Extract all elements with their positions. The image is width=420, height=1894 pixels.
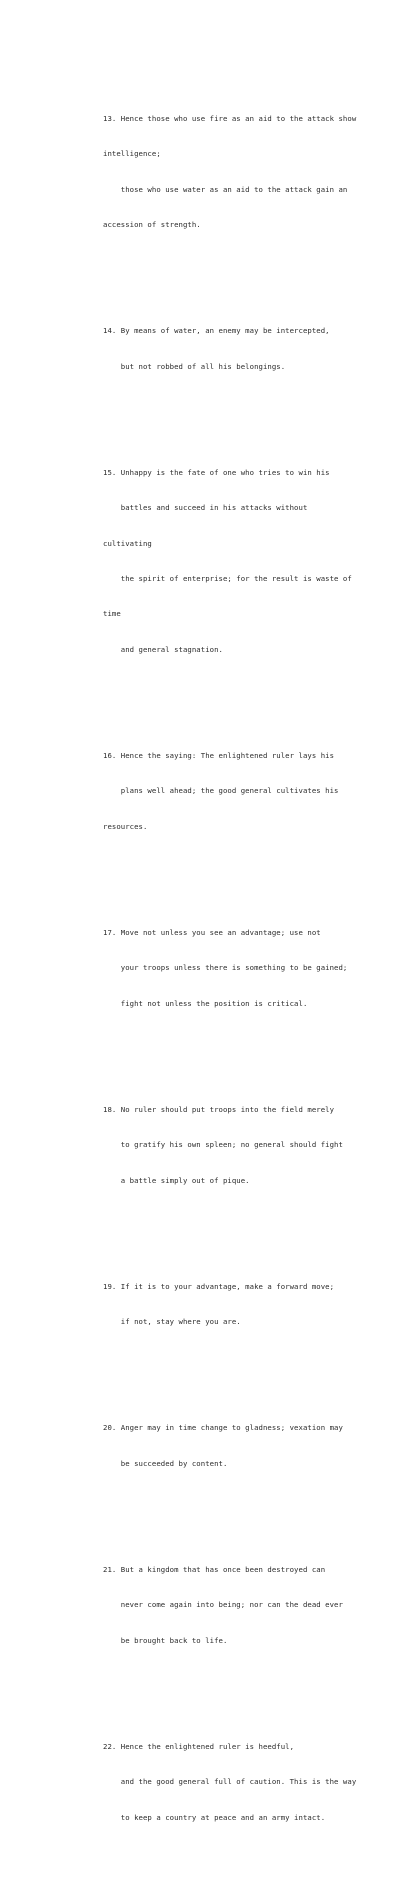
text-line: to gratify his own spleen; no general should fight bbox=[103, 1140, 343, 1150]
text-line: but not robbed of all his belongings. bbox=[103, 361, 286, 371]
text-line: and general stagnation. bbox=[103, 644, 223, 654]
paragraph-13 bbox=[103, 89, 403, 254]
text-line: 14. By means of water, an enemy may be intercepted, bbox=[103, 326, 330, 336]
paragraph-15 bbox=[103, 443, 403, 679]
text-line: intelligence; bbox=[103, 149, 161, 159]
text-line: never come again into being; nor can the dead ever bbox=[103, 1600, 343, 1610]
paragraph-14 bbox=[103, 302, 403, 396]
paragraph-21 bbox=[103, 1540, 403, 1670]
text-line: 20. Anger may in time change to gladness; vexation may bbox=[103, 1423, 343, 1433]
text-line: to keep a country at peace and an army intact. bbox=[103, 1812, 326, 1822]
text-line: 19. If it is to your advantage, make a forward move; bbox=[103, 1281, 335, 1291]
text-line: plans well ahead; the good general cultivates his bbox=[103, 786, 339, 796]
text-line: accession of strength. bbox=[103, 220, 201, 230]
paragraph-20 bbox=[103, 1399, 403, 1493]
paragraph-19 bbox=[103, 1257, 403, 1351]
document-text bbox=[103, 54, 403, 1894]
text-line: those who use water as an aid to the attack gain an bbox=[103, 184, 348, 194]
text-line: time bbox=[103, 609, 121, 619]
paragraph-22 bbox=[103, 1717, 403, 1847]
text-line: if not, stay where you are. bbox=[103, 1317, 241, 1327]
text-line: 18. No ruler should put troops into the field merely bbox=[103, 1104, 335, 1114]
text-line: be succeeded by content. bbox=[103, 1458, 228, 1468]
text-line: and the good general full of caution. This is the way bbox=[103, 1777, 357, 1787]
text-line: be brought back to life. bbox=[103, 1635, 228, 1645]
paragraph-18 bbox=[103, 1080, 403, 1210]
text-line: 16. Hence the saying: The enlightened ruler lays his bbox=[103, 751, 335, 761]
paragraph-16 bbox=[103, 726, 403, 856]
text-line: 22. Hence the enlightened ruler is heedful, bbox=[103, 1741, 295, 1751]
text-line: fight not unless the position is critical. bbox=[103, 998, 308, 1008]
text-line: the spirit of enterprise; for the result is waste of bbox=[103, 574, 352, 584]
text-line: cultivating bbox=[103, 538, 152, 548]
text-line: 17. Move not unless you see an advantage; use not bbox=[103, 927, 321, 937]
text-line: 21. But a kingdom that has once been destroyed can bbox=[103, 1565, 326, 1574]
text-line: battles and succeed in his attacks without bbox=[103, 503, 308, 513]
text-line: 15. Unhappy is the fate of one who tries to win his bbox=[103, 467, 330, 477]
text-line: resources. bbox=[103, 821, 148, 831]
text-line: 13. Hence those who use fire as an aid to the attack show bbox=[103, 113, 357, 123]
paragraph-17 bbox=[103, 903, 403, 1033]
text-line: your troops unless there is something to be gained; bbox=[103, 963, 348, 973]
text-line: a battle simply out of pique. bbox=[103, 1175, 250, 1185]
